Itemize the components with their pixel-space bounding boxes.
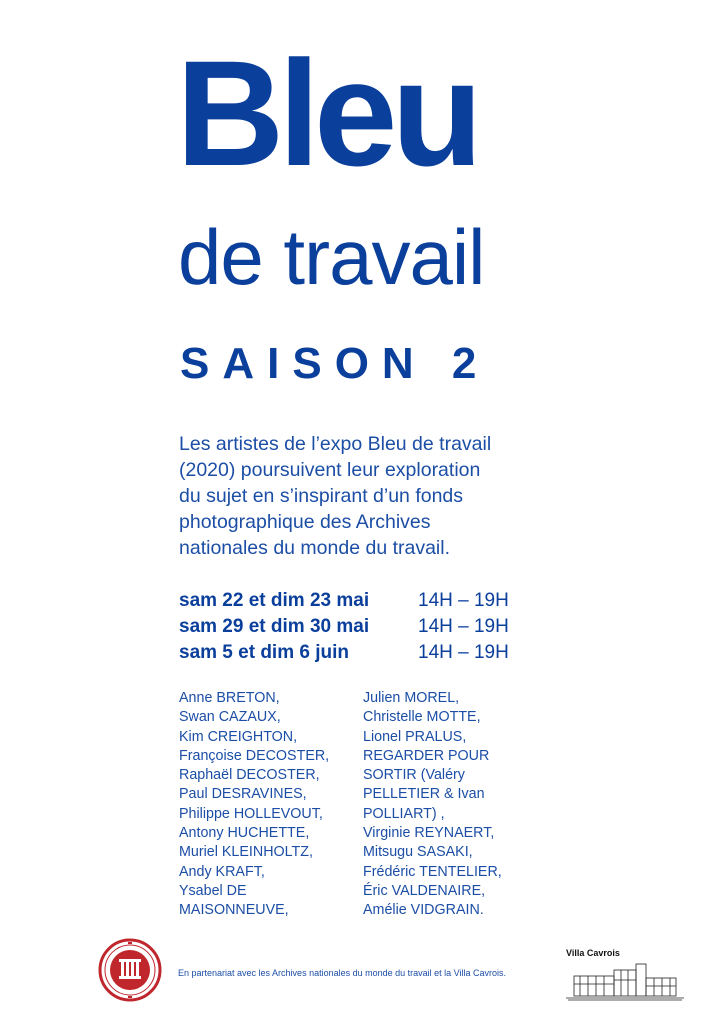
artist-name: Françoise DECOSTER, bbox=[179, 747, 330, 764]
schedule-time: 14H – 19H bbox=[418, 642, 509, 663]
intro-line: du sujet en s’inspirant d’un fonds bbox=[179, 485, 464, 507]
artist-name: Paul DESRAVINES, bbox=[179, 786, 307, 803]
intro-line: Les artistes de l’expo Bleu de travail bbox=[179, 433, 492, 455]
artist-name: Lionel PRALUS, bbox=[363, 728, 467, 745]
schedule-row bbox=[179, 640, 509, 666]
artist-name: Amélie VIDGRAIN. bbox=[363, 902, 484, 919]
artist-name: Éric VALDENAIRE, bbox=[363, 882, 486, 899]
artist-name: Swan CAZAUX, bbox=[179, 709, 281, 726]
schedule-date: sam 22 et dim 23 mai bbox=[179, 590, 370, 611]
artist-name: Andy KRAFT, bbox=[179, 863, 265, 880]
artist-name: Philippe HOLLEVOUT, bbox=[179, 805, 323, 822]
intro-paragraph bbox=[179, 431, 579, 561]
artist-name: Mitsugu SASAKI, bbox=[363, 844, 473, 861]
artist-name: PELLETIER & Ivan bbox=[363, 786, 485, 803]
artist-name: REGARDER POUR bbox=[363, 747, 490, 764]
title-main: Bleu bbox=[176, 29, 478, 197]
archives-nationales-seal-logo bbox=[98, 938, 162, 1002]
schedule-row bbox=[179, 588, 509, 614]
artist-name: Julien MOREL, bbox=[363, 690, 460, 706]
partnership-footer: En partenariat avec les Archives nationales du monde du travail et la Villa Cavrois. bbox=[178, 968, 507, 978]
artist-name: POLLIART) , bbox=[363, 805, 445, 822]
artist-name: Frédéric TENTELIER, bbox=[363, 863, 502, 880]
villa-cavrois-sketch-logo bbox=[566, 958, 684, 1002]
artist-name: Ysabel DE bbox=[179, 882, 247, 899]
season-label: SAISON 2 bbox=[180, 339, 490, 388]
artist-name: Raphaël DECOSTER, bbox=[179, 767, 320, 784]
intro-line: photographique des Archives bbox=[179, 511, 431, 533]
artist-name: Antony HUCHETTE, bbox=[179, 825, 310, 842]
schedule-time: 14H – 19H bbox=[418, 590, 509, 611]
artist-name: Christelle MOTTE, bbox=[363, 709, 481, 726]
intro-line: (2020) poursuivent leur exploration bbox=[179, 459, 481, 481]
intro-line: nationales du monde du travail. bbox=[179, 537, 451, 559]
schedule-time: 14H – 19H bbox=[418, 616, 509, 637]
artist-name: Muriel KLEINHOLTZ, bbox=[179, 844, 313, 861]
artist-name: SORTIR (Valéry bbox=[363, 767, 465, 784]
artist-name: Kim CREIGHTON, bbox=[179, 728, 298, 745]
schedule-date: sam 5 et dim 6 juin bbox=[179, 642, 349, 663]
schedule-row bbox=[179, 614, 509, 640]
artist-name: Virginie REYNAERT, bbox=[363, 825, 495, 842]
artists-column-2 bbox=[363, 689, 538, 921]
villa-cavrois-label: Villa Cavrois bbox=[566, 948, 620, 958]
schedule bbox=[179, 588, 509, 666]
artist-name: MAISONNEUVE, bbox=[179, 902, 289, 919]
title-subtitle: de travail bbox=[178, 213, 485, 301]
artists-column-1 bbox=[179, 689, 369, 921]
schedule-date: sam 29 et dim 30 mai bbox=[179, 616, 370, 637]
artist-name: Anne BRETON, bbox=[179, 690, 280, 706]
